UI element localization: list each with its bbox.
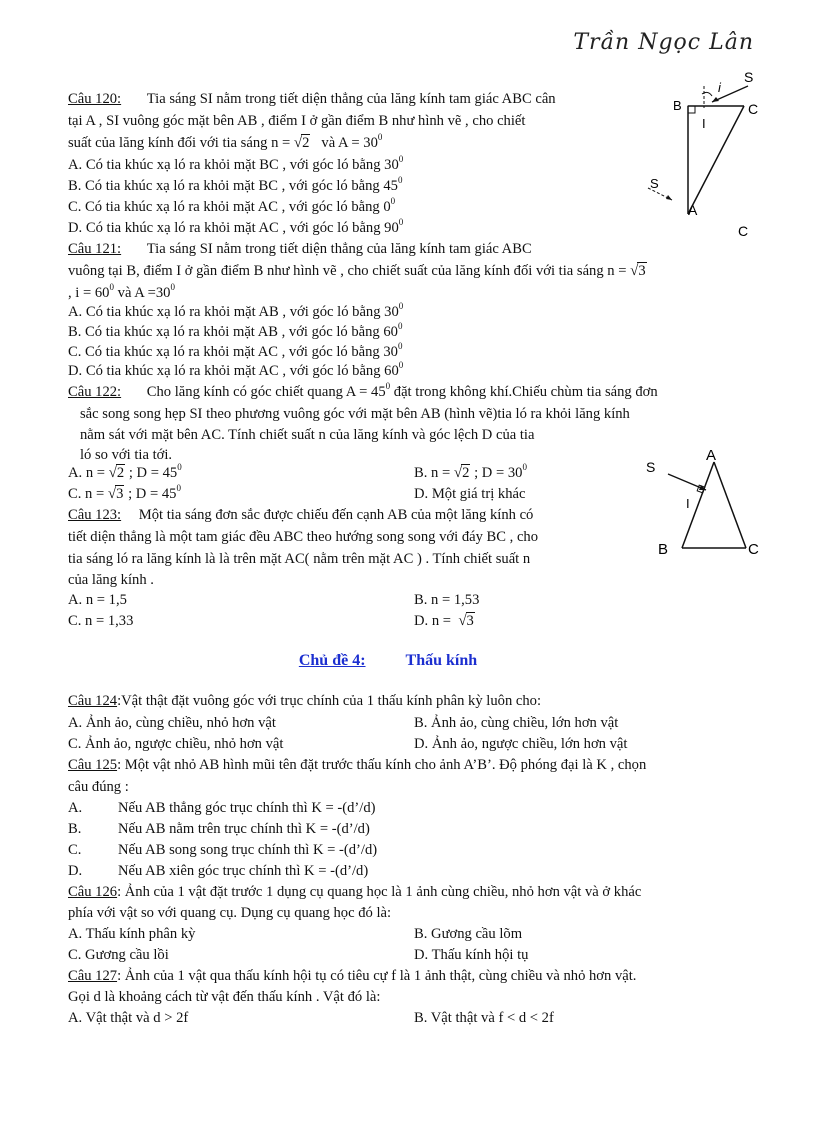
degree: 0 bbox=[398, 154, 404, 164]
q123-optD-text: D. n = bbox=[414, 613, 452, 629]
edge-ac bbox=[688, 106, 744, 214]
degree: 0 bbox=[170, 282, 175, 292]
q125-optD bbox=[68, 862, 369, 880]
q121-l3a: , i = 60 bbox=[68, 285, 110, 301]
q120-optB bbox=[68, 177, 402, 195]
q122-optC-2: ; D = 45 bbox=[128, 486, 177, 502]
key: A. bbox=[68, 800, 83, 816]
q122-optC bbox=[68, 485, 181, 503]
q120-label: Câu 120: bbox=[68, 91, 122, 107]
q121-l2a: vuông tại B, điểm I ở gần điểm B như hình vẽ , cho chiết suất của lăng kính đối với tia sáng n = bbox=[68, 263, 627, 279]
q123-line1 bbox=[68, 506, 533, 524]
degree: 0 bbox=[397, 175, 403, 185]
q121-optD bbox=[68, 362, 403, 380]
sqrt2 bbox=[294, 134, 311, 152]
q122-label: Câu 122: bbox=[68, 384, 122, 400]
degree: 0 bbox=[390, 196, 396, 206]
label-s: S bbox=[646, 459, 656, 475]
degree: 0 bbox=[385, 381, 391, 391]
q126-line2: phía với vật so với quang cụ. Dụng cụ quang học đó là: bbox=[68, 905, 392, 921]
q126-optA: A. Thấu kính phân kỳ bbox=[68, 926, 196, 942]
radicand: 3 bbox=[466, 613, 474, 629]
sqrt3 bbox=[108, 485, 125, 503]
q123-optC: C. n = 1,33 bbox=[68, 613, 134, 629]
edge-ac bbox=[714, 462, 746, 548]
q122-optA-2: ; D = 45 bbox=[128, 465, 178, 481]
topic-title: Chủ đề 4: bbox=[298, 652, 366, 669]
q125-optA-text: Nếu AB thẳng góc trục chính thì K = -(d’/d) bbox=[118, 800, 376, 816]
q123-label: Câu 123: bbox=[68, 507, 122, 523]
q121-optC-text: C. Có tia khúc xạ ló ra khỏi mặt AC , với góc ló bằng 30 bbox=[68, 344, 398, 360]
q124-optC: C. Ảnh ảo, ngược chiều, nhỏ hơn vật bbox=[68, 736, 284, 752]
q122-line2: sắc song song hẹp SI theo phương vuông góc với mặt bên AB (hình vẽ)tia ló ra khỏi lăng kính bbox=[80, 406, 630, 422]
key: B. bbox=[68, 821, 82, 837]
q121-optA bbox=[68, 303, 403, 321]
q124-optD: D. Ảnh ảo, ngược chiều, lớn hơn vật bbox=[414, 736, 628, 752]
degree: 0 bbox=[398, 301, 404, 311]
key: C. bbox=[68, 842, 82, 858]
q121-l3b: và A =30 bbox=[117, 285, 171, 301]
label-i: I bbox=[686, 496, 690, 511]
q123-l1: Một tia sáng đơn sắc được chiếu đến cạnh AB của một lăng kính có bbox=[138, 507, 534, 523]
q125-l1: : Một vật nhỏ AB hình mũi tên đặt trước thấu kính cho ảnh A’B’. Độ phóng đại là K , chọn bbox=[117, 757, 647, 773]
angle-arc bbox=[702, 92, 712, 96]
q122-line3: nằm sát với mặt bên AC. Tính chiết suất n của lăng kính và góc lệch D của tia bbox=[80, 427, 535, 443]
q121-optB-text: B. Có tia khúc xạ ló ra khỏi mặt AB , với góc ló bằng 60 bbox=[68, 324, 398, 340]
q120-optB-text: B. Có tia khúc xạ ló ra khỏi mặt BC , với góc ló bằng 45 bbox=[68, 178, 398, 194]
q120-optA bbox=[68, 156, 403, 174]
right-angle-mark bbox=[688, 106, 695, 113]
q121-label: Câu 121: bbox=[68, 241, 122, 257]
q127-optB: B. Vật thật và f < d < 2f bbox=[414, 1010, 554, 1026]
q124-optA: A. Ảnh ảo, cùng chiều, nhỏ hơn vật bbox=[68, 715, 276, 731]
q126-optD: D. Thấu kính hội tụ bbox=[414, 947, 529, 963]
q120-text: Tia sáng SI nằm trong tiết diện thẳng của lăng kính tam giác ABC cân bbox=[146, 91, 556, 107]
q125-optB bbox=[68, 820, 370, 838]
q122-line4: ló so với tia tới. bbox=[80, 447, 173, 463]
q120-l3b: và A = 30 bbox=[321, 135, 378, 151]
q125-optA bbox=[68, 799, 376, 817]
label-i-point: I bbox=[702, 116, 706, 131]
q124-label: Câu 124 bbox=[68, 693, 118, 709]
label-a: A bbox=[706, 447, 717, 464]
q120-optC-text: C. Có tia khúc xạ ló ra khỏi mặt AC , với góc ló bằng 0 bbox=[68, 199, 391, 215]
q126-optC: C. Gương cầu lồi bbox=[68, 947, 169, 963]
q127-l1: : Ảnh của 1 vật qua thấu kính hội tụ có tiêu cự f là 1 ảnh thật, cùng chiều và nhỏ hơn vật. bbox=[117, 968, 637, 984]
q127-line2: Gọi d là khoảng cách từ vật đến thấu kính . Vật đó là: bbox=[68, 989, 381, 1005]
q125-line1 bbox=[68, 756, 646, 774]
q121-optA-text: A. Có tia khúc xạ ló ra khỏi mặt AB , với góc ló bằng 30 bbox=[68, 304, 399, 320]
q120-optC bbox=[68, 198, 395, 216]
q120-l3a: suất của lăng kính đối với tia sáng n = bbox=[68, 135, 291, 151]
q120-optD-text: D. Có tia khúc xạ ló ra khỏi mặt AC , với góc ló bằng 90 bbox=[68, 220, 399, 236]
q123-optB: B. n = 1,53 bbox=[414, 592, 480, 608]
radical: √ bbox=[108, 465, 117, 481]
q127-optA: A. Vật thật và d > 2f bbox=[68, 1010, 189, 1026]
q124-optB: B. Ảnh ảo, cùng chiều, lớn hơn vật bbox=[414, 715, 619, 731]
q121-optB bbox=[68, 323, 402, 341]
radical: √ bbox=[107, 486, 117, 502]
q121-line3 bbox=[68, 284, 175, 302]
radical: √ bbox=[630, 263, 639, 279]
q125-label: Câu 125 bbox=[68, 757, 118, 773]
sqrt2 bbox=[109, 464, 126, 482]
q121-line2 bbox=[68, 262, 647, 280]
q123-line3: tia sáng ló ra lăng kính là là trên mặt AC( nằm trên mặt AC ) . Tính chiết suất n bbox=[68, 551, 531, 567]
degree: 0 bbox=[398, 217, 404, 227]
degree: 0 bbox=[397, 321, 403, 331]
q123-line2: tiết diện thẳng là một tam giác đều ABC theo hướng song song với đáy BC , cho bbox=[68, 529, 539, 545]
radicand: 2 bbox=[302, 135, 310, 151]
q124-line1 bbox=[68, 692, 541, 710]
q120-line1 bbox=[68, 90, 556, 108]
label-b: B bbox=[673, 98, 682, 113]
label-c: C bbox=[748, 541, 759, 558]
q126-optB: B. Gương cầu lõm bbox=[414, 926, 523, 942]
q122-line1 bbox=[68, 383, 658, 401]
q122-l1: Cho lăng kính có góc chiết quang A = 45 bbox=[146, 384, 386, 400]
q121-text: Tia sáng SI nằm trong tiết diện thẳng của lăng kính tam giác ABC bbox=[146, 241, 532, 257]
degree: 0 bbox=[377, 132, 383, 142]
radicand: 2 bbox=[116, 465, 125, 481]
q120-optD bbox=[68, 219, 403, 237]
figure-prism-equilateral bbox=[640, 444, 770, 564]
degree: 0 bbox=[176, 483, 181, 493]
label-c: C bbox=[748, 101, 759, 117]
degree: 0 bbox=[398, 360, 404, 370]
q127-line1 bbox=[68, 967, 636, 985]
radical: √ bbox=[458, 613, 467, 629]
q120-line2: tại A , SI vuông góc mặt bên AB , điểm I ở gần điểm B như hình vẽ , cho chiết bbox=[68, 113, 526, 129]
topic-name: Thấu kính bbox=[405, 652, 478, 669]
degree: 0 bbox=[397, 341, 403, 351]
sqrt3 bbox=[458, 612, 475, 630]
arrow-head bbox=[666, 195, 672, 200]
q122-optD: D. Một giá trị khác bbox=[414, 486, 526, 502]
q125-optC-text: Nếu AB song song trục chính thì K = -(d’/d) bbox=[118, 842, 378, 858]
label-s2: S bbox=[650, 176, 659, 191]
q122-optB-1: B. n = bbox=[414, 465, 451, 481]
q126-line1 bbox=[68, 883, 641, 901]
q125-line2: câu đúng : bbox=[68, 779, 129, 795]
q121-optC bbox=[68, 343, 402, 361]
q125-optC bbox=[68, 841, 378, 859]
label-a: A bbox=[688, 202, 698, 218]
figure-prism-right bbox=[640, 68, 770, 243]
radical: √ bbox=[453, 465, 463, 481]
sqrt2 bbox=[454, 464, 471, 482]
q122-optB bbox=[414, 464, 527, 482]
q126-label: Câu 126 bbox=[68, 884, 118, 900]
key: D. bbox=[68, 863, 83, 879]
q125-optD-text: Nếu AB xiên góc trục chính thì K = -(d’/d) bbox=[118, 863, 369, 879]
q120-line3 bbox=[68, 134, 382, 152]
topic-heading bbox=[0, 652, 816, 670]
label-b: B bbox=[658, 541, 669, 558]
q122-l1b: đặt trong không khí.Chiếu chùm tia sáng đơn bbox=[393, 384, 658, 400]
radical: √ bbox=[293, 135, 303, 151]
label-i: i bbox=[718, 80, 721, 95]
degree: 0 bbox=[109, 282, 114, 292]
q121-line1 bbox=[68, 240, 532, 258]
q122-optC-1: C. n = bbox=[68, 486, 105, 502]
sqrt3 bbox=[630, 262, 647, 280]
label-c2: C bbox=[738, 223, 749, 239]
label-s: S bbox=[744, 69, 754, 85]
author-signature: Trần Ngọc Lân bbox=[573, 30, 754, 55]
q123-optA: A. n = 1,5 bbox=[68, 592, 127, 608]
radicand: 3 bbox=[116, 486, 124, 502]
q123-optD bbox=[414, 612, 475, 630]
q120-optA-text: A. Có tia khúc xạ ló ra khỏi mặt BC , với góc ló bằng 30 bbox=[68, 157, 399, 173]
degree: 0 bbox=[177, 462, 182, 472]
q122-optB-2: ; D = 30 bbox=[474, 465, 523, 481]
q126-l1: : Ảnh của 1 vật đặt trước 1 dụng cụ quang học là 1 ảnh cùng chiều, nhỏ hơn vật và ở khác bbox=[117, 884, 642, 900]
degree: 0 bbox=[522, 462, 527, 472]
radicand: 3 bbox=[638, 263, 646, 279]
q122-optA bbox=[68, 464, 182, 482]
radicand: 2 bbox=[462, 465, 470, 481]
q124-l1: :Vật thật đặt vuông góc với trục chính của 1 thấu kính phân kỳ luôn cho: bbox=[117, 693, 542, 709]
q121-optD-text: D. Có tia khúc xạ ló ra khỏi mặt AC , với góc ló bằng 60 bbox=[68, 363, 399, 379]
q123-line4: của lăng kính . bbox=[68, 572, 154, 588]
q122-optA-1: A. n = bbox=[68, 465, 106, 481]
q125-optB-text: Nếu AB nằm trên trục chính thì K = -(d’/d) bbox=[118, 821, 370, 837]
q127-label: Câu 127 bbox=[68, 968, 118, 984]
